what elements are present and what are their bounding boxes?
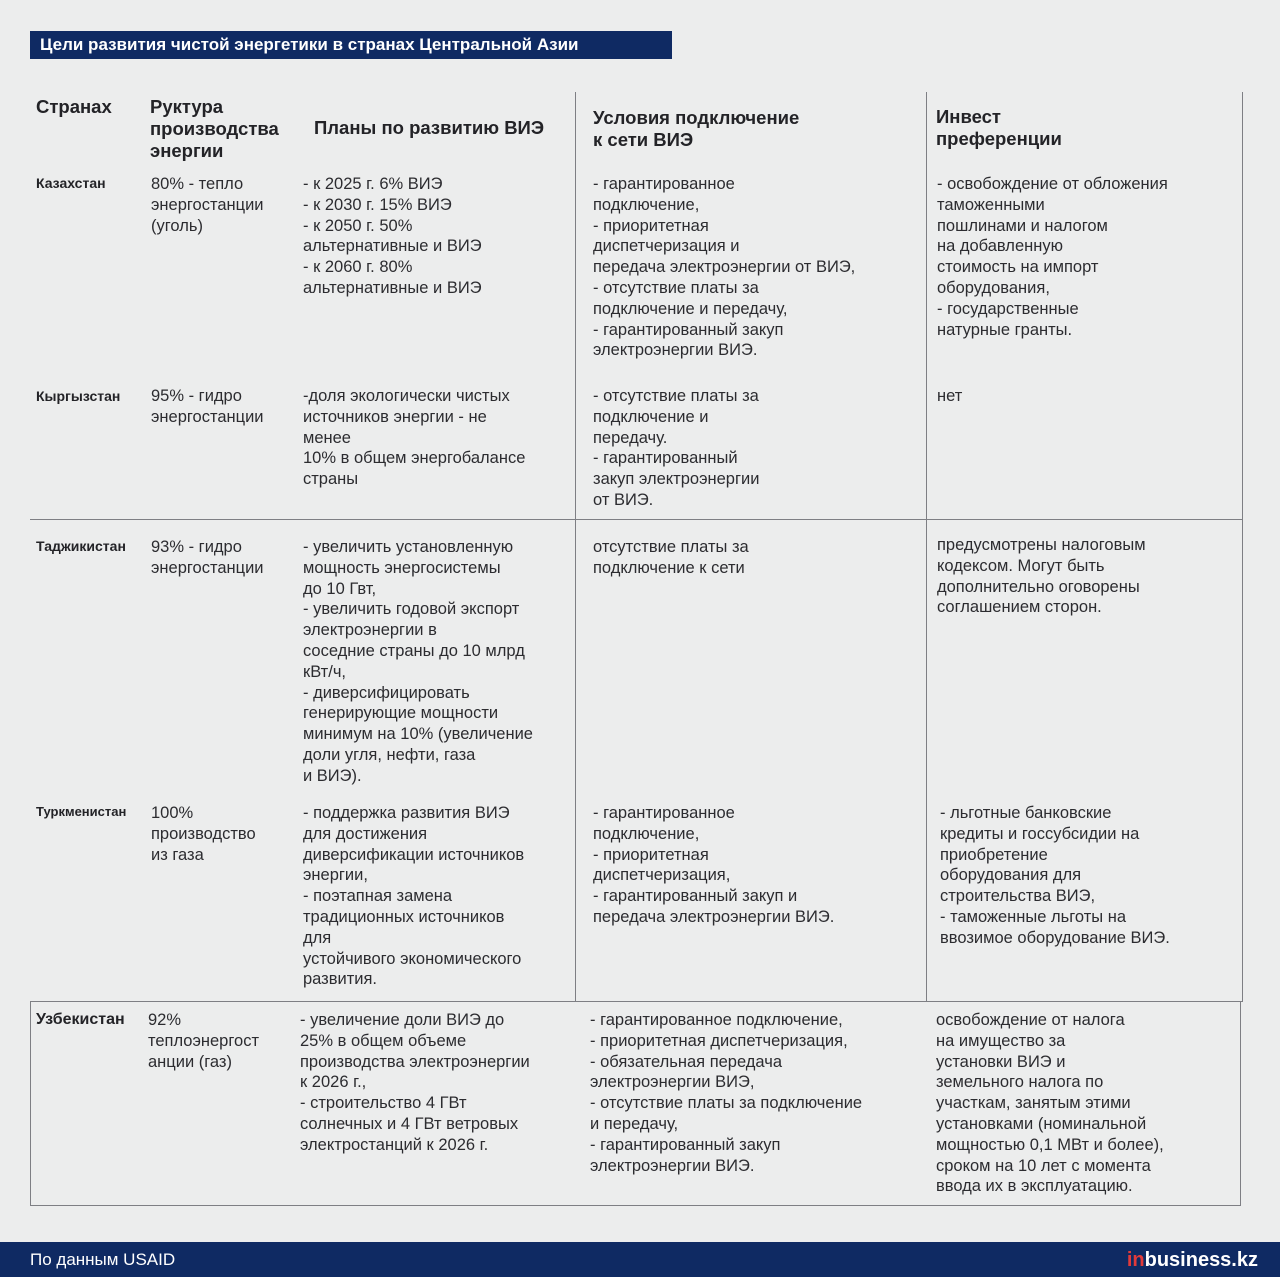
footer-bar: [0, 1242, 1280, 1277]
header-plans: Планы по развитию ВИЭ: [314, 117, 545, 138]
conditions-kyrgyzstan: - отсутствие платы за подключение и передачу. - гарантированный закуп электроэнергии от ВИЭ.: [593, 387, 760, 509]
column-divider-2: [926, 92, 927, 1002]
invest-kyrgyzstan: нет: [937, 387, 963, 405]
country-turkmenistan: Туркменистан: [36, 804, 127, 819]
structure-kazakhstan: 80% - тепло энергостанции (уголь): [151, 175, 264, 235]
header-invest: Инвест преференции: [936, 106, 1062, 149]
country-kyrgyzstan: Кыргызстан: [36, 388, 121, 404]
page-title: Цели развития чистой энергетики в странах Центральной Азии: [30, 31, 672, 59]
invest-kazakhstan: - освобождение от обложения таможенными пошлинами и налогом на добавленную стоимость на импорт оборудования, - государственные натурные гранты.: [937, 175, 1168, 339]
country-kazakhstan: Казахстан: [36, 175, 106, 191]
plans-tajikistan: - увеличить установленную мощность энергосистемы до 10 Гвт, - увеличить годовой экспорт электроэнергии в соседние страны до 10 млрд кВт/ч, - диверсифицировать генерирующие мощности минимум на 10% (увеличение доли угля, нефти, газа и ВИЭ).: [303, 538, 533, 785]
conditions-uzbekistan: - гарантированное подключение, - приоритетная диспетчеризация, - обязательная передача электроэнергии ВИЭ, - отсутствие платы за подключение и передачу, - гарантированный закуп электроэнергии ВИЭ.: [590, 1011, 863, 1175]
site-logo[interactable]: [1127, 1249, 1258, 1271]
logo-domain-text: business.kz: [1144, 1249, 1258, 1271]
structure-kyrgyzstan: 95% - гидро энергостанции: [151, 387, 264, 426]
box-right-border: [1240, 1001, 1241, 1206]
invest-tajikistan: предусмотрены налоговым кодексом. Могут быть дополнительно оговорены соглашением сторон.: [937, 536, 1146, 617]
conditions-kazakhstan: - гарантированное подключение, - приоритетная диспетчеризация и передача электроэнергии от ВИЭ, - отсутствие платы за подключение и передачу, - гарантированный закуп электроэнергии ВИЭ.: [593, 175, 856, 360]
structure-tajikistan: 93% - гидро энергостанции: [151, 538, 264, 577]
plans-uzbekistan: - увеличение доли ВИЭ до 25% в общем объеме производства электроэнергии к 2026 г., - строительство 4 ГВт солнечных и 4 ГВт ветровых электростанций к 2026 г.: [300, 1011, 530, 1154]
country-uzbekistan: Узбекистан: [36, 1011, 125, 1028]
plans-turkmenistan: - поддержка развития ВИЭ для достижения диверсификации источников энергии, - поэтапная замена традиционных источников для устойчивого экономического развития.: [303, 804, 525, 989]
structure-turkmenistan: 100% производство из газа: [151, 804, 256, 864]
plans-kyrgyzstan: -доля экологически чистых источников энергии - не менее 10% в общем энергобалансе страны: [303, 387, 526, 489]
plans-kazakhstan: - к 2025 г. 6% ВИЭ - к 2030 г. 15% ВИЭ - к 2050 г. 50% альтернативные и ВИЭ - к 2060 г. 80% альтернативные и ВИЭ: [303, 175, 482, 297]
column-divider-1: [575, 92, 576, 1002]
box-left-border: [30, 1001, 31, 1206]
header-country: Странах: [36, 96, 112, 117]
invest-turkmenistan: - льготные банковские кредиты и госсубсидии на приобретение оборудования для строительства ВИЭ, - таможенные льготы на ввозимое оборудование ВИЭ.: [940, 804, 1170, 947]
conditions-tajikistan: отсутствие платы за подключение к сети: [593, 538, 749, 577]
logo-in-text: in: [1126, 1249, 1145, 1271]
row-divider-2: [30, 1001, 1243, 1002]
source-note: По данным USAID: [30, 1250, 176, 1269]
conditions-turkmenistan: - гарантированное подключение, - приоритетная диспетчеризация, - гарантированный закуп и передача электроэнергии ВИЭ.: [593, 804, 835, 926]
row-divider-1: [30, 519, 1243, 520]
box-bottom-border: [30, 1205, 1241, 1206]
country-tajikistan: Таджикистан: [36, 538, 126, 554]
invest-uzbekistan: освобождение от налога на имущество за установки ВИЭ и земельного налога по участкам, занятым этими установками (номинальной мощностью 0,1 МВт и более), сроком на 10 лет с момента ввода их в эксплуатацию.: [936, 1011, 1164, 1196]
structure-uzbekistan: 92% теплоэнергост анции (газ): [148, 1011, 259, 1071]
table-right-border: [1242, 92, 1243, 1002]
header-conditions: Условия подключение к сети ВИЭ: [593, 107, 800, 150]
header-structure: Руктура производства энергии: [150, 96, 279, 161]
